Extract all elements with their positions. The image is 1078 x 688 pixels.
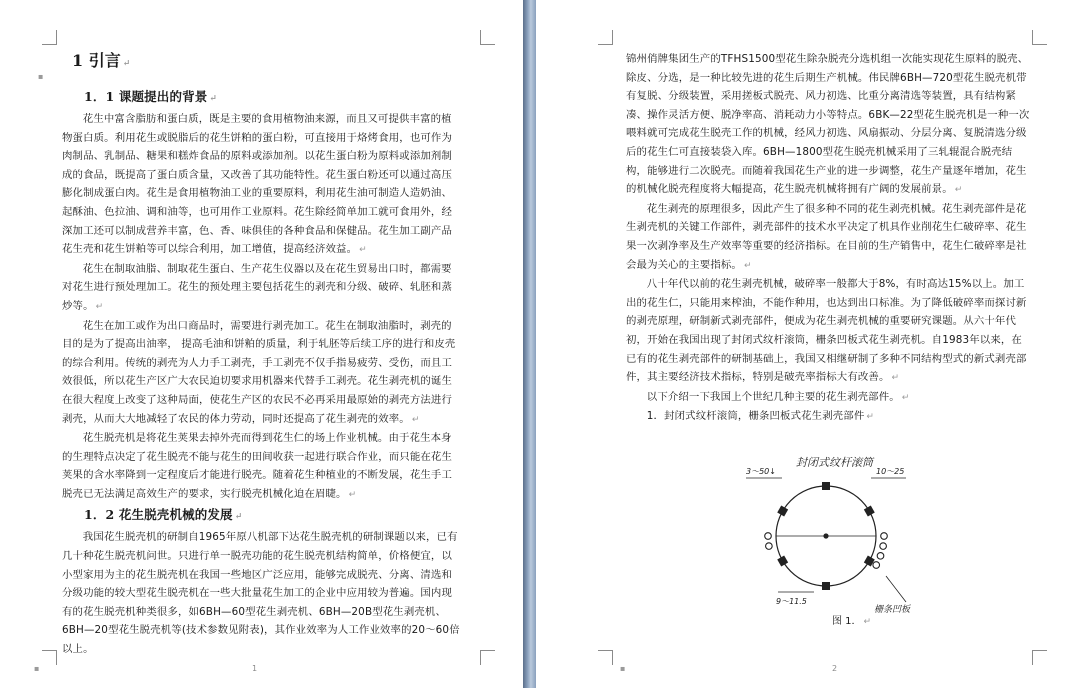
- margin-corner-top-right: [1032, 30, 1047, 45]
- margin-corner-top-left: [42, 30, 57, 45]
- paragraph[interactable]: 以下介绍一下我国上个世纪几种主要的花生剥壳部件。 ↵: [646, 390, 910, 403]
- margin-corner-bottom-right: [1032, 650, 1047, 665]
- footer-marker: ▪: [620, 664, 626, 673]
- paragraph[interactable]: 花生脱壳机是将花生荚果去掉外壳而得到花生仁的场上作业机械。由于花生本身的生理特点决定了花生脱壳不能与花生的田间收获一起进行联合作业，而只能在花生荚果的含水率降到一定程度后才能进行脱壳。随着花生种植业的不断发展，花生手工脱壳已无法满足高效生产的要求，实行脱壳机械化迫在眉睫。 ↵: [62, 432, 452, 500]
- drum-rib: [822, 482, 830, 490]
- concave-bar: [880, 543, 887, 550]
- document-page-2: [536, 0, 1078, 688]
- paragraph[interactable]: 花生中富含脂肪和蛋白质，既是主要的食用植物油来源，而且又可提供丰富的植物蛋白质。利用花生或脱脂后的花生饼粕的蛋白粉，可直接用于烙烤食用，也可作为肉制品、乳制品、糖果和糕炸食品的原料或添加剂。以花生蛋白粉为原料或添加剂制成的食品，既提高了蛋白质含量，又改善了其功能特性。花生蛋白粉还可以通过高压膨化制成蛋白肉。花生是食用植物油工业的重要原料，利用花生油可制造人造奶油、起酥油、色拉油、调和油等，也可用作工业原料。花生除经简单加工就可食用外，经深加工还可以制成营养丰富，色、香、味俱佳的各种食品和保健品。花生加工副产品花生壳和花生饼粕等可以综合利用，加工增值，提高经济效益。 ↵: [62, 113, 452, 256]
- page2-body[interactable]: [626, 50, 1032, 427]
- concave-bar: [765, 533, 772, 540]
- paragraph[interactable]: 花生在加工或作为出口商品时，需要进行剥壳加工。花生在制取油脂时，剥壳的目的是为了提高出油率， 提高毛油和饼粕的质量，利于轧胚等后续工序的进行和皮壳的综合利用。传统的剥壳为人力手工剥壳，手工剥壳不仅手指易疲劳、受伤，而且工效很低，所以花生产区广大农民迫切要求用机器来代替手工剥壳。花生剥壳机的诞生在很大程度上改变了这种局面，使花生产区的农民不必再采用最原始的剥壳方法进行剥壳，从而大大地减轻了农民的体力劳动，同时还提高了花生剥壳的效率。 ↵: [62, 319, 456, 425]
- drum-rib: [777, 556, 788, 567]
- paragraph[interactable]: 八十年代以前的花生剥壳机械，破碎率一般都大于8%，有时高达15%以上。加工出的花生仁，只能用来榨油，不能作种用，也达到出口标准。为了降低破碎率而探讨新的剥壳原理，研制新式剥壳部件，便成为花生剥壳机械的重要研究课题。从六十年代初，开始在我国出现了封闭式纹杆滚筒，栅条凹板式花生剥壳机。自1983年以来，在已有的花生剥壳部件的研制基础上，我国又相继研制了多种不同结构型式的新式剥壳部件，其主要经济技术指标，特别是破壳率指标大有改善。 ↵: [626, 278, 1027, 384]
- concave-bar: [877, 553, 884, 560]
- section-heading-1-1[interactable]: 1．1 课题提出的背景 ↵: [84, 89, 218, 104]
- chapter-heading[interactable]: 1 引言 ↵: [72, 51, 131, 70]
- margin-corner-top-right: [480, 30, 495, 45]
- page-number: 2: [832, 664, 838, 673]
- margin-corner-bottom-right: [480, 650, 495, 665]
- concave-bar: [873, 562, 880, 569]
- drum-rib: [822, 582, 830, 590]
- figure-title: 封闭式纹杆滚筒: [796, 456, 873, 469]
- section-heading-1-2[interactable]: 1．2 花生脱壳机械的发展 ↵: [84, 507, 243, 523]
- drum-rib: [777, 506, 788, 517]
- paragraph[interactable]: 花生在制取油脂、制取花生蛋白、生产花生仪器以及在花生贸易出口时，都需要对花生进行预处理加工。花生的预处理主要包括花生的剥壳和分级、破碎、轧胚和蒸炒等。 ↵: [62, 262, 452, 312]
- paragraph[interactable]: 锦州俏牌集团生产的TFHS1500型花生除杂脱壳分选机组一次能实现花生原料的脱壳、除皮、分选，是一种比较先进的花生后期生产机械。伟民牌6BH—720型花生脱壳机带有复脱、分级装置，采用搓板式脱壳、风力初选、比重分离清选等装置，具有结构紧凑、操作灵活方便、脱净率高、消耗动力小等特点。6BK—22型花生脱壳机是一种一次喂料就可完成花生脱壳工作的机械，经风力初选、风扇振动、分层分离、复脱清选分级后的花生仁可直接装袋入库。6BH—1800型花生脱壳机械采用了三轧辊混合脱壳结构，能够进行二次脱壳。而随着我国花生产业的进一步调整，花生产量逐年增加，花生的机械化脱壳程度将大幅提高，花生脱壳机械将拥有广阔的发展前景。 ↵: [626, 53, 1030, 196]
- page-divider: [523, 0, 536, 688]
- paragraph-marker: ▪: [38, 72, 44, 81]
- drum-concave-figure: [736, 452, 926, 622]
- label-right: 10～25: [876, 467, 905, 476]
- label-left: 3～50↓: [746, 467, 776, 476]
- label-concave: 栅条凹板: [874, 605, 911, 615]
- document-page-1: [0, 0, 523, 688]
- concave-bar: [881, 533, 888, 540]
- page1-body[interactable]: [62, 86, 460, 659]
- concave-bar: [766, 543, 773, 550]
- margin-corner-bottom-left: [598, 650, 613, 665]
- leader-line: [886, 576, 906, 602]
- paragraph[interactable]: 我国花生脱壳机的研制自1965年原八机部下达花生脱壳机的研制课题以来，已有几十种花生脱壳机问世。只进行单一脱壳功能的花生脱壳机结构简单，价格便宜，以小型家用为主的花生脱壳机在我国一些地区广泛应用，能够完成脱壳、分离、清选和分级功能的较大型花生脱壳机在一些大批量花生加工的企业中应用较为普遍。国内现有的花生脱壳机种类很多，如6BH—60型花生剥壳机、6BH—20B型花生剥壳机、6BH—20型花生脱壳机等(技术参数见附表)，其作业效率为人工作业效率的20～60倍以上。: [62, 531, 460, 656]
- footer-marker: ▪: [34, 664, 40, 673]
- page-number: 1: [252, 664, 258, 673]
- margin-corner-top-left: [598, 30, 613, 45]
- list-item[interactable]: 1．封闭式纹杆滚筒，栅条凹板式花生剥壳部件 ↵: [646, 410, 875, 423]
- label-bottom: 9～11.5: [776, 597, 807, 606]
- drum-rib: [864, 506, 875, 517]
- paragraph[interactable]: 花生剥壳的原理很多，因此产生了很多种不同的花生剥壳机械。花生剥壳部件是花生剥壳机的关键工作部件，剥壳部件的技术水平决定了机具作业削花生仁破碎率、花生果一次剥净率及生产效率等重要的经济指标。在目前的生产销售中，花生仁破碎率是社会最为关心的主要指标。 ↵: [626, 202, 1027, 271]
- margin-corner-bottom-left: [42, 650, 57, 665]
- figure-caption[interactable]: 图 1． ↵: [832, 616, 872, 627]
